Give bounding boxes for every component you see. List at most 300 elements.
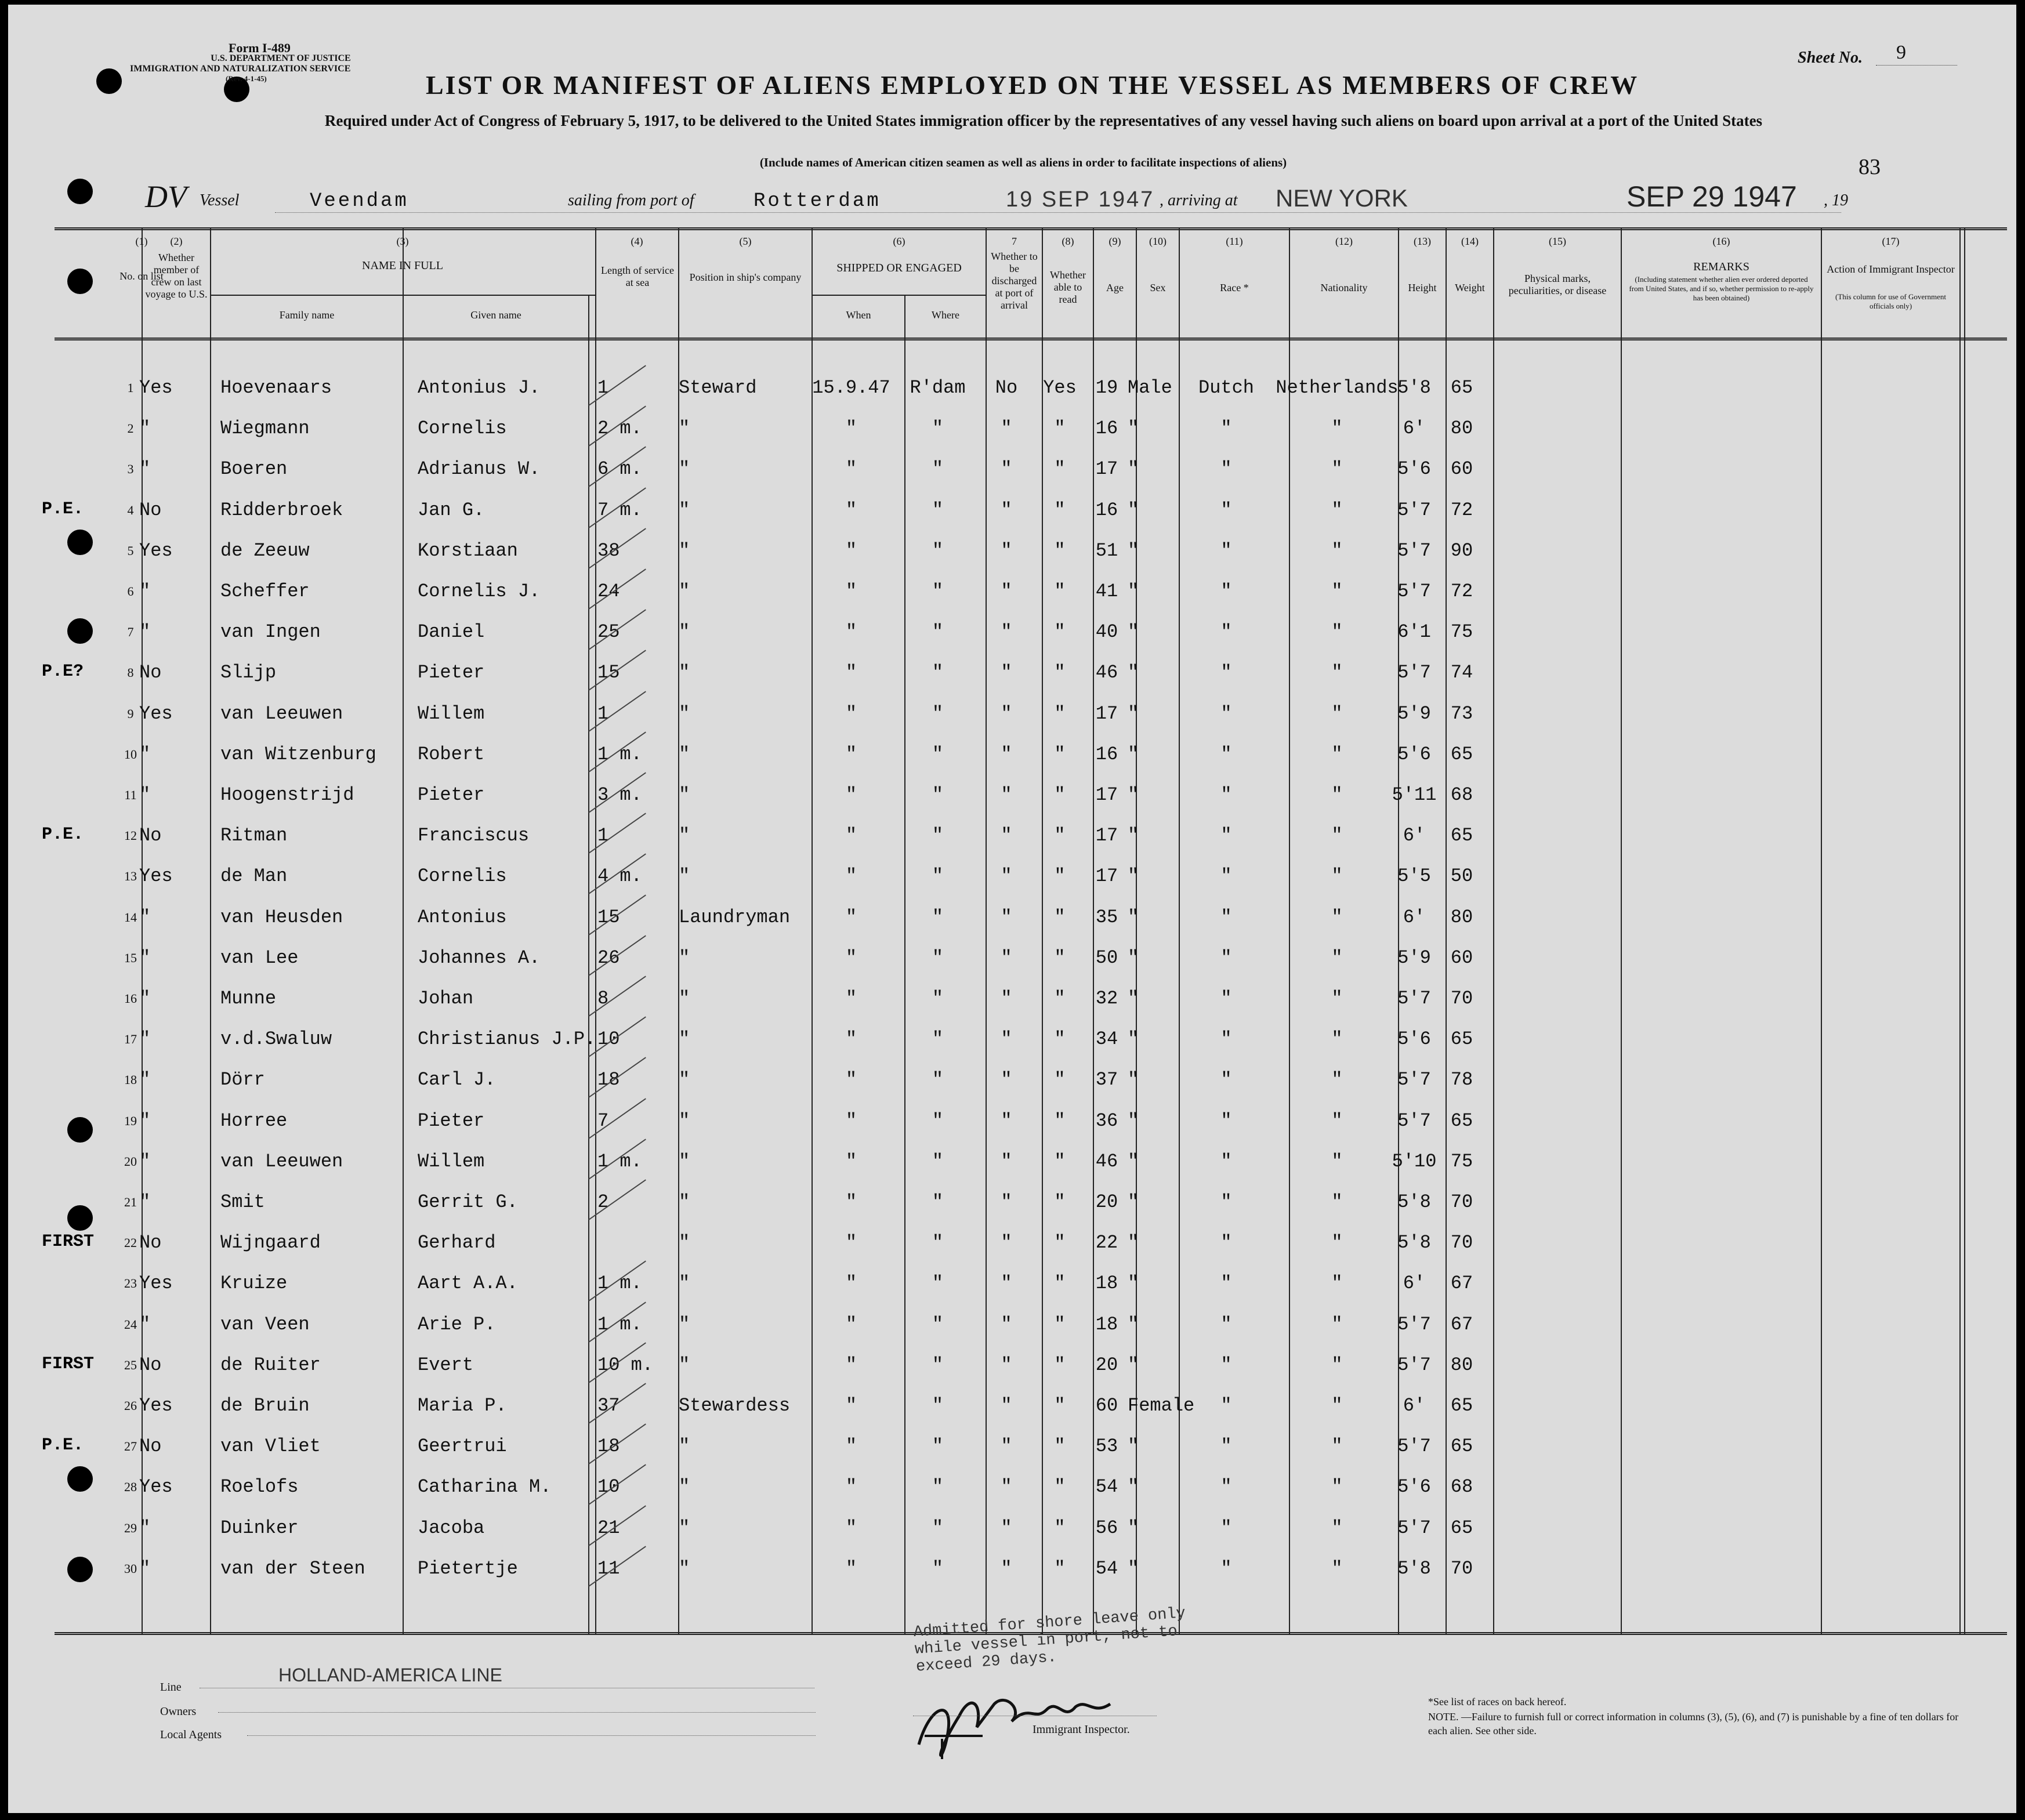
cell-where: ": [932, 702, 944, 724]
cell-when: ": [845, 1272, 857, 1295]
cell-discharge: ": [1001, 1354, 1012, 1376]
cell-given: Robert: [418, 743, 485, 765]
manifest-sheet: [8, 5, 2016, 1813]
cell-when: ": [845, 947, 857, 969]
cell-family: de Ruiter: [220, 1354, 321, 1376]
cell-prev: ": [139, 418, 151, 440]
cell-position: ": [679, 581, 690, 602]
cell-given: Geertrui: [418, 1435, 507, 1458]
cell-given: Willem: [418, 1150, 485, 1172]
cell-family: van Vliet: [220, 1435, 321, 1458]
cell-position: ": [679, 1110, 690, 1132]
cell-sex: ": [1128, 581, 1139, 602]
cell-discharge: ": [1001, 784, 1012, 806]
cell-nationality: ": [1331, 539, 1343, 561]
cell-position: ": [679, 1028, 690, 1050]
cell-family: Munne: [220, 988, 277, 1009]
cell-discharge: ": [1001, 743, 1012, 765]
cell-position: ": [679, 1557, 690, 1579]
cell-family: Wiegmann: [220, 418, 310, 440]
cell-where: R'dam: [910, 377, 966, 398]
cell-given: Cornelis: [418, 418, 507, 440]
cell-age: 40: [1095, 621, 1118, 643]
col-line: [1959, 229, 1961, 1634]
cell-margin: FIRST: [42, 1354, 95, 1374]
cell-height: 5'8: [1397, 1232, 1431, 1254]
cell-position: Steward: [679, 377, 757, 398]
cell-no: 30: [124, 1561, 137, 1576]
cell-no: 28: [124, 1480, 137, 1495]
cell-sex: ": [1128, 1069, 1139, 1091]
cell-position: ": [679, 865, 690, 887]
line-label: Line: [160, 1681, 182, 1694]
cell-given: Arie P.: [418, 1313, 496, 1335]
cell-age: 18: [1095, 1313, 1118, 1335]
col11-header: Race *: [1220, 282, 1249, 293]
cell-when: ": [845, 702, 857, 724]
cell-age: 22: [1095, 1232, 1118, 1254]
cell-prev: ": [139, 1028, 151, 1050]
cell-age: 16: [1095, 418, 1118, 440]
cell-family: Scheffer: [220, 581, 310, 602]
cell-prev: ": [139, 743, 151, 765]
cell-where: ": [932, 1069, 944, 1091]
cell-read: ": [1054, 662, 1066, 684]
cell-height: 5'11: [1392, 784, 1437, 806]
owners-label: Owners: [160, 1705, 197, 1718]
sheet-number: 9: [1896, 42, 1906, 63]
cell-when: ": [845, 581, 857, 602]
cell-discharge: ": [1001, 1313, 1012, 1335]
cell-prev: Yes: [139, 865, 173, 887]
cell-race: ": [1220, 947, 1232, 969]
fine-note: NOTE. —Failure to furnish full or correct information in columns (3), (5), (6), and (7) is punishable by a fine of ten dollars for each alien. See other side.: [1428, 1711, 1959, 1736]
cell-read: ": [1054, 1517, 1066, 1539]
cell-position: ": [679, 947, 690, 969]
col-line: [142, 229, 143, 1634]
cell-race: ": [1220, 581, 1232, 602]
cell-margin: P.E?: [42, 662, 84, 682]
cell-prev: ": [139, 784, 151, 806]
cell-height: 6': [1403, 1395, 1426, 1416]
cell-no: 15: [124, 950, 137, 965]
cell-prev: ": [139, 1557, 151, 1579]
cell-race: ": [1220, 1191, 1232, 1213]
cell-where: ": [932, 418, 944, 440]
cell-read: ": [1054, 784, 1066, 806]
cell-race: ": [1220, 1557, 1232, 1579]
cell-service: 1 m.: [597, 1313, 642, 1335]
cell-family: Slijp: [220, 662, 277, 684]
line-value: HOLLAND-AMERICA LINE: [278, 1665, 502, 1685]
cell-age: 50: [1095, 947, 1118, 969]
cell-sex: ": [1128, 1435, 1139, 1458]
cell-discharge: ": [1001, 662, 1012, 684]
cell-height: 6': [1403, 1272, 1426, 1295]
cell-no: 18: [124, 1072, 137, 1087]
cell-no: 3: [127, 462, 134, 477]
vessel-line-rule: [275, 212, 1841, 213]
cell-prev: No: [139, 1354, 162, 1376]
cell-nationality: ": [1331, 702, 1343, 724]
col13-number: (13): [1414, 235, 1431, 247]
cell-nationality: Netherlands: [1276, 377, 1399, 398]
cell-sex: ": [1128, 825, 1139, 847]
col8-number: (8): [1062, 235, 1074, 247]
cell-no: 24: [124, 1317, 137, 1332]
cell-read: ": [1054, 743, 1066, 765]
col14-header: Weight: [1455, 282, 1485, 293]
col-line: [812, 229, 813, 1634]
punch-hole: [67, 179, 93, 204]
cell-discharge: ": [1001, 539, 1012, 561]
cell-height: 5'8: [1397, 1557, 1431, 1579]
cell-nationality: ": [1331, 499, 1343, 521]
punch-hole: [96, 68, 122, 94]
cell-family: de Zeeuw: [220, 539, 310, 561]
cell-given: Gerhard: [418, 1232, 496, 1254]
col13-header: Height: [1408, 282, 1437, 293]
cell-when: ": [845, 418, 857, 440]
cell-where: ": [932, 539, 944, 561]
cell-where: ": [932, 906, 944, 928]
cell-read: ": [1054, 1313, 1066, 1335]
col-line: [1621, 229, 1622, 1634]
cell-service: 3 m.: [597, 784, 642, 806]
cell-race: ": [1220, 1395, 1232, 1416]
cell-where: ": [932, 1028, 944, 1050]
cell-race: ": [1220, 1069, 1232, 1091]
col7-number: 7: [1012, 235, 1017, 247]
cell-when: ": [845, 1435, 857, 1458]
cell-height: 5'6: [1397, 458, 1431, 480]
cell-weight: 60: [1450, 947, 1473, 969]
cell-sex: ": [1128, 784, 1139, 806]
cell-race: ": [1220, 906, 1232, 928]
col-line: [1821, 229, 1822, 1634]
col1-number: (1): [135, 235, 148, 247]
cell-race: ": [1220, 418, 1232, 440]
cell-nationality: ": [1331, 1517, 1343, 1539]
cell-where: ": [932, 458, 944, 480]
arriving-label: , arriving at: [1160, 191, 1238, 209]
cell-when: ": [845, 1313, 857, 1335]
cell-nationality: ": [1331, 1069, 1343, 1091]
cell-age: 20: [1095, 1354, 1118, 1376]
punch-hole: [67, 530, 93, 555]
cell-read: ": [1054, 702, 1066, 724]
cell-margin: P.E.: [42, 499, 84, 519]
col15-number: (15): [1549, 235, 1566, 247]
cell-family: van Veen: [220, 1313, 310, 1335]
cell-discharge: ": [1001, 418, 1012, 440]
cell-service: 10: [597, 1476, 620, 1498]
cell-discharge: ": [1001, 499, 1012, 521]
cell-margin: P.E.: [42, 825, 84, 845]
cell-sex: ": [1128, 1557, 1139, 1579]
cell-discharge: ": [1001, 1557, 1012, 1579]
cell-service: 4 m.: [597, 865, 642, 887]
cell-discharge: ": [1001, 1517, 1012, 1539]
cell-position: ": [679, 539, 690, 561]
col-line: [210, 229, 211, 1634]
cell-no: 25: [124, 1357, 137, 1372]
cell-height: 5'7: [1397, 1069, 1431, 1091]
cell-when: ": [845, 1395, 857, 1416]
cell-read: ": [1054, 539, 1066, 561]
cell-age: 16: [1095, 743, 1118, 765]
cell-no: 2: [127, 421, 134, 436]
table-header-bottom: [55, 338, 2007, 340]
cell-read: ": [1054, 418, 1066, 440]
cell-where: ": [932, 1272, 944, 1295]
cell-race: ": [1220, 1517, 1232, 1539]
cell-no: 20: [124, 1154, 137, 1169]
cell-no: 22: [124, 1235, 137, 1250]
cell-height: 5'6: [1397, 743, 1431, 765]
cell-nationality: ": [1331, 1476, 1343, 1498]
cell-discharge: ": [1001, 865, 1012, 887]
cell-sex: ": [1128, 1354, 1139, 1376]
cell-where: ": [932, 1395, 944, 1416]
cell-age: 20: [1095, 1191, 1118, 1213]
cell-where: ": [932, 947, 944, 969]
cell-where: ": [932, 1150, 944, 1172]
cell-race: ": [1220, 621, 1232, 643]
cell-family: v.d.Swaluw: [220, 1028, 332, 1050]
cell-position: ": [679, 458, 690, 480]
sheet-number-line: [1876, 65, 1957, 66]
cell-prev: ": [139, 581, 151, 602]
cell-nationality: ": [1331, 1395, 1343, 1416]
cell-no: 9: [127, 706, 134, 721]
cell-weight: 65: [1450, 377, 1473, 398]
cell-given: Christianus J.P.: [418, 1028, 596, 1050]
cell-age: 41: [1095, 581, 1118, 602]
cell-no: 14: [124, 909, 137, 924]
cell-weight: 70: [1450, 1191, 1473, 1213]
cell-nationality: ": [1331, 581, 1343, 602]
cell-prev: No: [139, 825, 162, 847]
departure-date-stamp: 19 SEP 1947: [1006, 187, 1155, 212]
cell-no: 5: [127, 543, 134, 558]
punch-hole: [67, 1117, 93, 1143]
cell-when: ": [845, 662, 857, 684]
cell-margin: P.E.: [42, 1435, 84, 1456]
cell-sex: ": [1128, 1272, 1139, 1295]
cell-family: de Bruin: [220, 1395, 310, 1416]
cell-sex: ": [1128, 1191, 1139, 1213]
cell-weight: 65: [1450, 743, 1473, 765]
cell-service: 15: [597, 662, 620, 684]
cell-weight: 67: [1450, 1272, 1473, 1295]
cell-family: Hoevenaars: [220, 377, 332, 398]
cell-race: ": [1220, 539, 1232, 561]
cell-age: 46: [1095, 662, 1118, 684]
cell-prev: Yes: [139, 539, 173, 561]
cell-where: ": [932, 1517, 944, 1539]
cell-nationality: ": [1331, 906, 1343, 928]
cell-height: 5'7: [1397, 1354, 1431, 1376]
cell-given: Jacoba: [418, 1517, 485, 1539]
cell-height: 5'7: [1397, 988, 1431, 1009]
cell-race: ": [1220, 1354, 1232, 1376]
cell-age: 37: [1095, 1069, 1118, 1091]
cell-no: 1: [127, 380, 134, 395]
cell-prev: ": [139, 1110, 151, 1132]
cell-weight: 72: [1450, 499, 1473, 521]
col-line: [1964, 229, 1965, 1634]
cell-height: 6'1: [1397, 621, 1431, 643]
cell-when: ": [845, 865, 857, 887]
sheet-label: Sheet No.: [1798, 49, 1863, 67]
cell-sex: ": [1128, 418, 1139, 440]
cell-no: 11: [124, 788, 137, 802]
cell-given: Willem: [418, 702, 485, 724]
when-header: When: [846, 309, 871, 321]
cell-age: 36: [1095, 1110, 1118, 1132]
cell-position: ": [679, 418, 690, 440]
cell-prev: ": [139, 1069, 151, 1091]
cell-height: 6': [1403, 418, 1426, 440]
cell-service: 38: [597, 539, 620, 561]
cell-nationality: ": [1331, 1191, 1343, 1213]
cell-read: ": [1054, 1110, 1066, 1132]
cell-given: Jan G.: [418, 499, 485, 521]
cell-race: ": [1220, 1150, 1232, 1172]
cell-read: ": [1054, 1354, 1066, 1376]
cell-nationality: ": [1331, 743, 1343, 765]
cell-where: ": [932, 1232, 944, 1254]
cell-read: ": [1054, 906, 1066, 928]
cell-height: 5'7: [1397, 499, 1431, 521]
cell-family: Dörr: [220, 1069, 265, 1091]
sailing-label: sailing from port of: [568, 191, 694, 209]
cell-prev: ": [139, 906, 151, 928]
col12-number: (12): [1335, 235, 1353, 247]
cell-weight: 50: [1450, 865, 1473, 887]
cell-height: 5'7: [1397, 1313, 1431, 1335]
cell-nationality: ": [1331, 1028, 1343, 1050]
cell-discharge: ": [1001, 988, 1012, 1009]
cell-given: Johan: [418, 988, 474, 1009]
service: IMMIGRATION AND NATURALIZATION SERVICE: [130, 64, 351, 74]
cell-nationality: ": [1331, 458, 1343, 480]
cell-position: ": [679, 988, 690, 1009]
cell-family: Ridderbroek: [220, 499, 343, 521]
col7-header: Whether to be discharged at port of arrival: [991, 251, 1038, 311]
cell-discharge: ": [1001, 1435, 1012, 1458]
cell-discharge: ": [1001, 1110, 1012, 1132]
cell-sex: Male: [1128, 377, 1172, 398]
cell-race: ": [1220, 702, 1232, 724]
handwritten-mark: DV: [145, 179, 187, 214]
cell-family: Wijngaard: [220, 1232, 321, 1254]
cell-service: 15: [597, 906, 620, 928]
cell-margin: FIRST: [42, 1232, 95, 1252]
given-name-header: Given name: [470, 309, 521, 321]
cell-no: 6: [127, 584, 134, 599]
cell-family: van Leeuwen: [220, 702, 343, 724]
punch-hole: [67, 1466, 93, 1492]
cell-sex: ": [1128, 662, 1139, 684]
col16-number: (16): [1712, 235, 1730, 247]
col-line: [1093, 229, 1094, 1634]
cell-weight: 68: [1450, 784, 1473, 806]
cell-family: Ritman: [220, 825, 288, 847]
cell-read: ": [1054, 1150, 1066, 1172]
col5-header: Position in ship's company: [689, 271, 802, 283]
col15-header: Physical marks, peculiarities, or disease: [1508, 273, 1607, 296]
col12-header: Nationality: [1320, 282, 1368, 293]
cell-prev: Yes: [139, 1476, 173, 1498]
col-line: [1446, 229, 1447, 1634]
cell-discharge: ": [1001, 1191, 1012, 1213]
cell-height: 5'9: [1397, 702, 1431, 724]
col10-number: (10): [1149, 235, 1167, 247]
cell-weight: 73: [1450, 702, 1473, 724]
col17-subheader: (This column for use of Government officials only): [1835, 292, 1946, 310]
cell-where: ": [932, 1476, 944, 1498]
cell-height: 5'7: [1397, 662, 1431, 684]
cell-discharge: ": [1001, 458, 1012, 480]
cell-nationality: ": [1331, 1313, 1343, 1335]
cell-discharge: ": [1001, 702, 1012, 724]
cell-no: 10: [124, 746, 137, 762]
cell-no: 8: [127, 665, 134, 680]
cell-service: 1 m.: [597, 1272, 642, 1295]
cell-position: Stewardess: [679, 1395, 791, 1416]
cell-family: Duinker: [220, 1517, 299, 1539]
cell-given: Carl J.: [418, 1069, 496, 1091]
cell-when: ": [845, 1110, 857, 1132]
cell-service: 2: [597, 1191, 609, 1213]
col-line: [1289, 229, 1290, 1634]
cell-nationality: ": [1331, 947, 1343, 969]
cell-given: Korstiaan: [418, 539, 518, 561]
cell-when: ": [845, 1191, 857, 1213]
cell-given: Adrianus W.: [418, 458, 541, 480]
cell-height: 5'9: [1397, 947, 1431, 969]
cell-position: ": [679, 621, 690, 643]
cell-race: ": [1220, 784, 1232, 806]
cell-age: 54: [1095, 1476, 1118, 1498]
cell-sex: ": [1128, 947, 1139, 969]
cell-read: ": [1054, 621, 1066, 643]
races-note: *See list of races on back hereof.: [1428, 1696, 1567, 1707]
cell-height: 5'6: [1397, 1028, 1431, 1050]
cell-given: Pietertje: [418, 1557, 518, 1579]
cell-age: 17: [1095, 825, 1118, 847]
cell-service: 37: [597, 1395, 620, 1416]
cell-weight: 72: [1450, 581, 1473, 602]
cell-position: ": [679, 1354, 690, 1376]
cell-discharge: ": [1001, 581, 1012, 602]
cell-given: Evert: [418, 1354, 474, 1376]
cell-sex: ": [1128, 1476, 1139, 1498]
cell-height: 5'7: [1397, 539, 1431, 561]
col1-header: No. on list: [119, 270, 164, 282]
cell-service: 1: [597, 702, 609, 724]
cell-when: ": [845, 621, 857, 643]
form-number: Form I-489: [229, 41, 291, 55]
cell-race: ": [1220, 825, 1232, 847]
col16-header: REMARKS: [1693, 260, 1749, 273]
cell-given: Catharina M.: [418, 1476, 552, 1498]
cell-no: 4: [127, 502, 134, 517]
col9-header: Age: [1106, 282, 1124, 293]
col-line: [986, 229, 987, 1634]
